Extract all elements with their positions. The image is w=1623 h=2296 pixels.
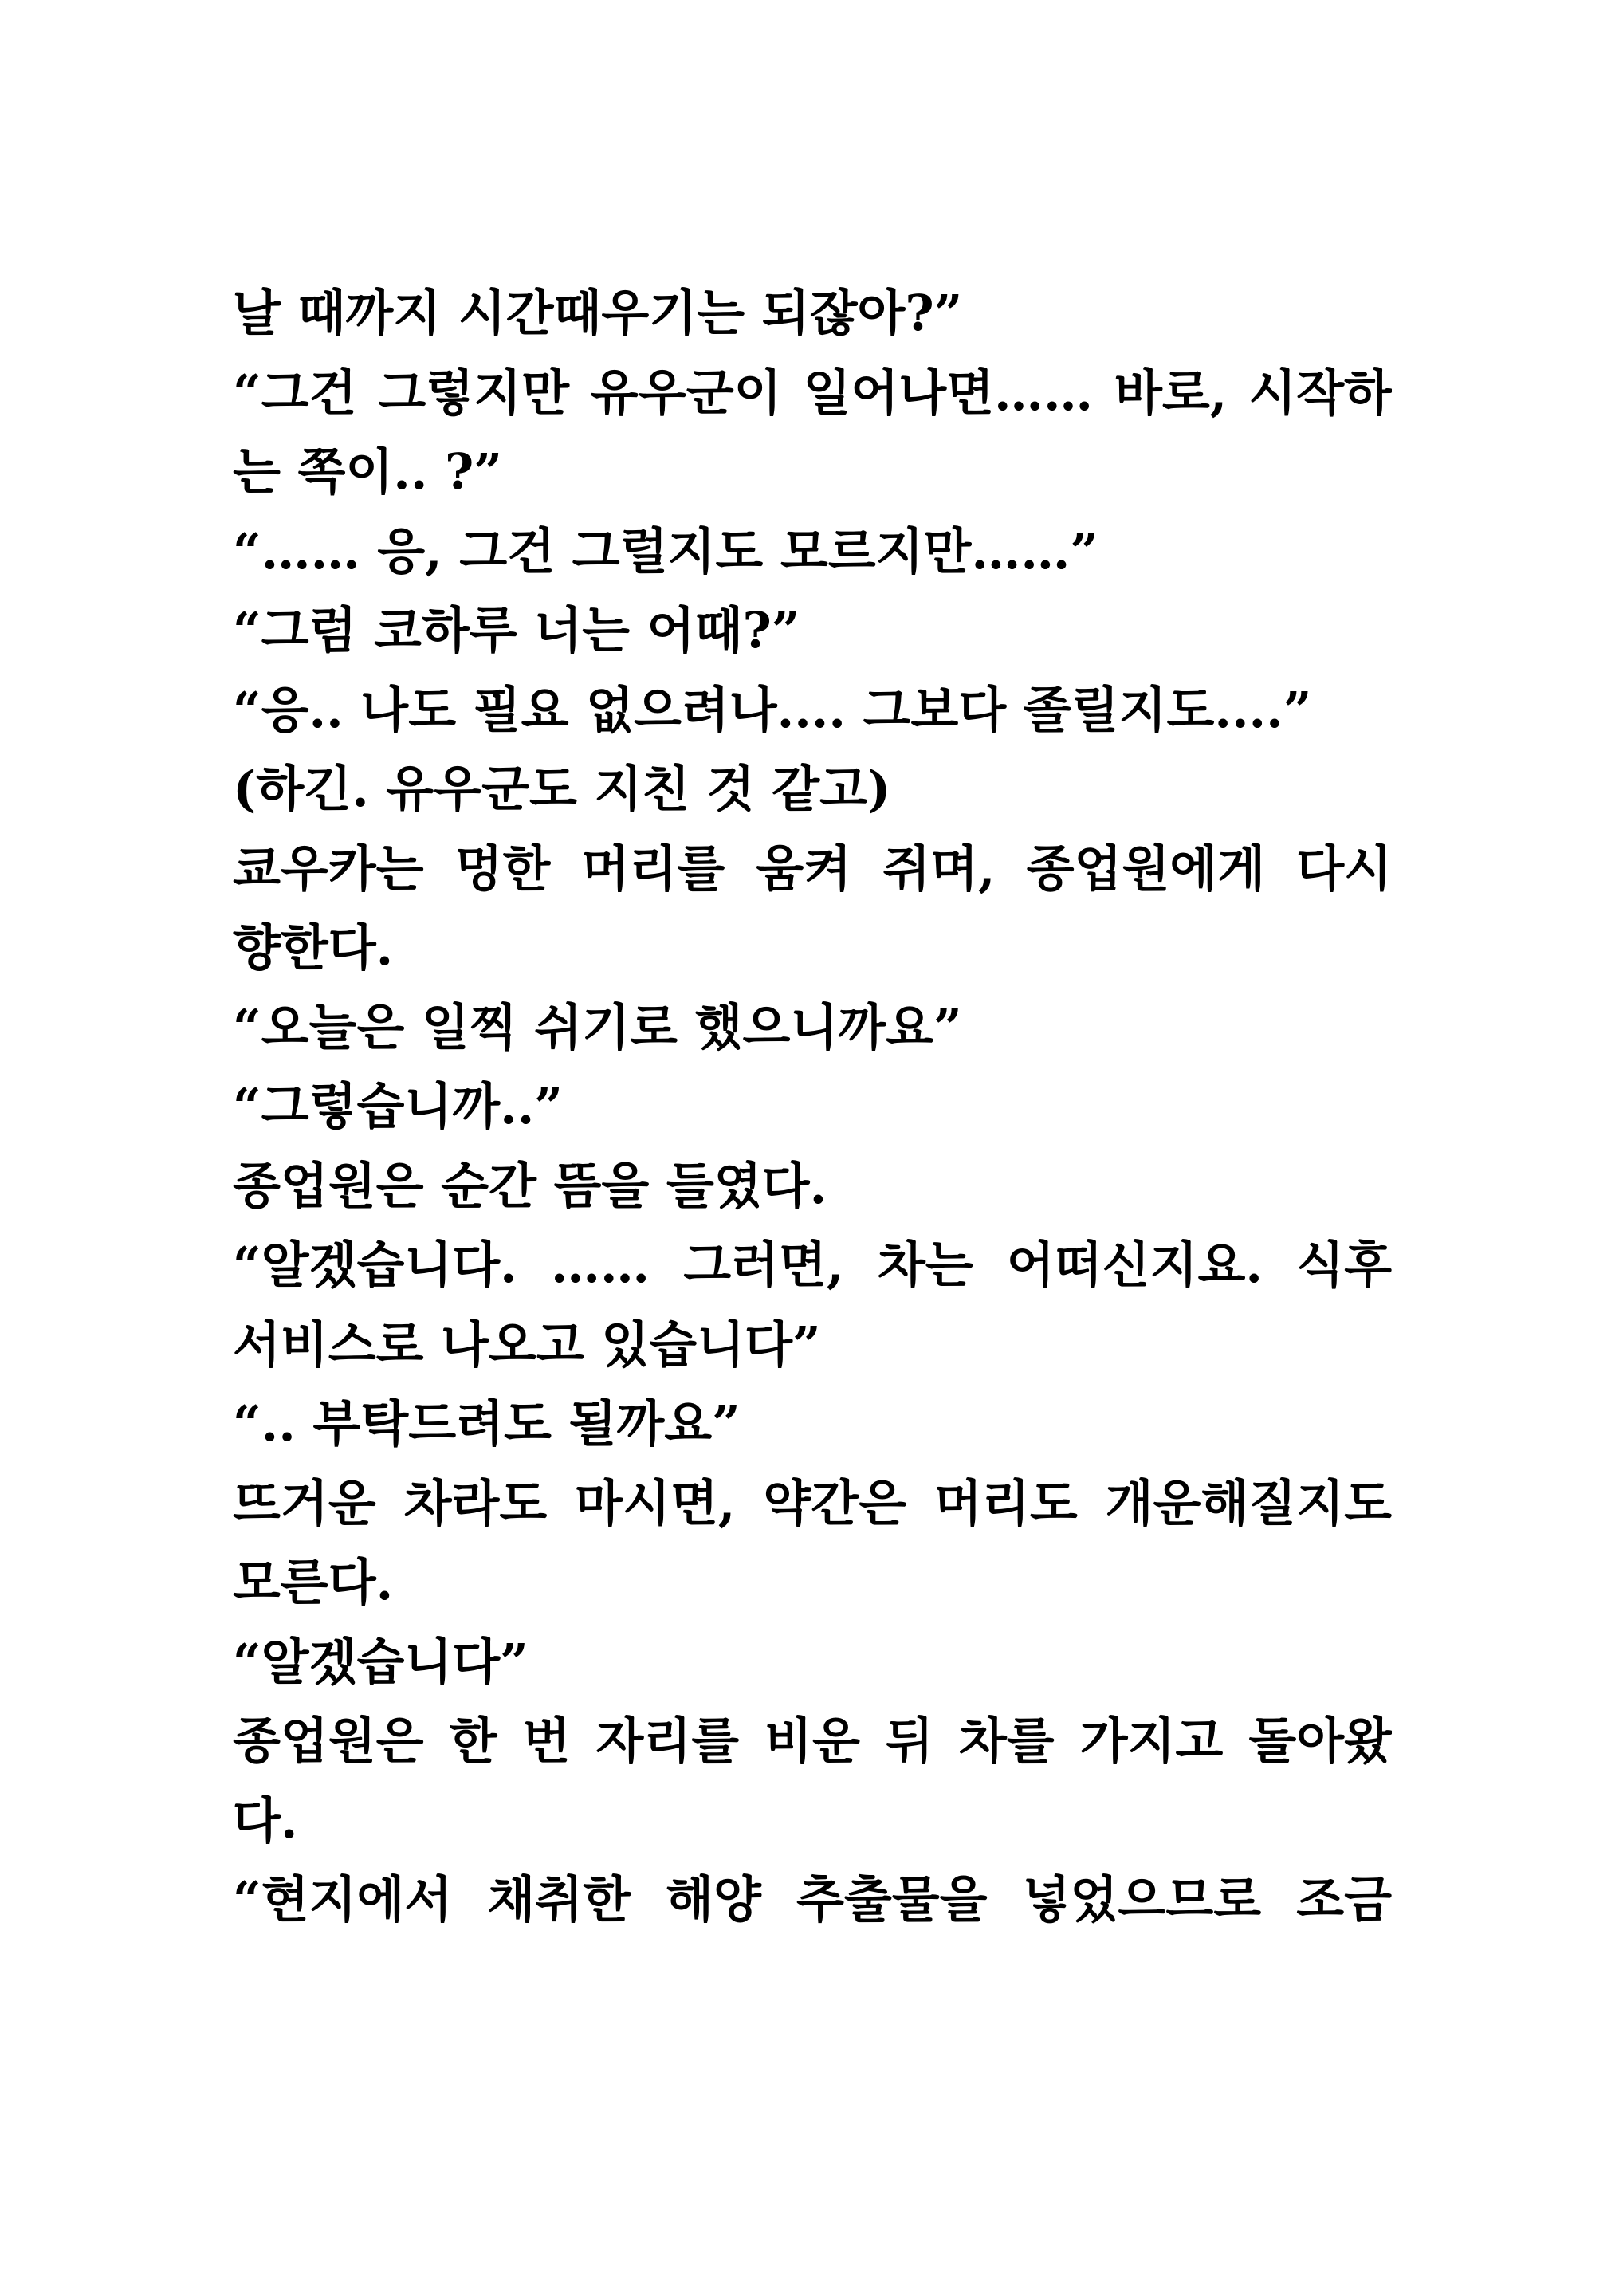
text-line: “.. 부탁드려도 될까요”: [233, 1394, 741, 1453]
text-body: [233, 273, 1392, 1940]
text-line: 서비스로 나오고 있습니다”: [233, 1315, 821, 1374]
text-line: 는 쪽이.. ?”: [233, 442, 503, 501]
text-line: “응.. 나도 필요 없으려나.... 그보다 졸릴지도....”: [233, 680, 1312, 739]
text-line: “오늘은 일찍 쉬기로 했으니까요”: [233, 997, 962, 1056]
text-line: 다.: [233, 1791, 298, 1850]
text-line: 종업원은 순간 뜸을 들였다.: [233, 1156, 827, 1215]
text-line: “그럼 코하루 너는 어때?”: [233, 601, 800, 659]
text-line: 쿄우카는 멍한 머리를 움켜 쥐며, 종업원에게 다시: [233, 839, 1392, 898]
text-line: 향한다.: [233, 918, 394, 977]
text-line: “그렇습니까..”: [233, 1077, 563, 1135]
text-line: “알겠습니다”: [233, 1632, 529, 1691]
text-line: (하긴. 유우군도 지친 것 같고): [233, 760, 891, 818]
text-line: “알겠습니다. …… 그러면, 차는 어떠신지요. 식후: [233, 1236, 1392, 1294]
text-line: “현지에서 채취한 해양 추출물을 넣었으므로 조금: [233, 1870, 1392, 1928]
text-line: 종업원은 한 번 자리를 비운 뒤 차를 가지고 돌아왔: [233, 1712, 1392, 1770]
text-line: “…… 응, 그건 그럴지도 모르지만……”: [233, 521, 1099, 580]
text-line: 뜨거운 차라도 마시면, 약간은 머리도 개운해질지도: [233, 1473, 1392, 1532]
text-line: “그건 그렇지만 유우군이 일어나면…… 바로, 시작하: [233, 363, 1392, 422]
text-line: 날 때까지 시간때우기는 되잖아?”: [233, 284, 963, 342]
text-line: 모른다.: [233, 1553, 394, 1611]
